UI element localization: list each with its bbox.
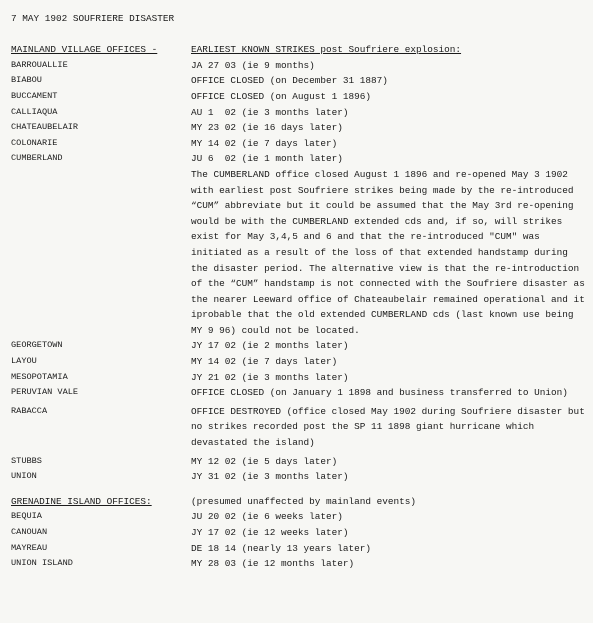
office-row	[11, 404, 589, 451]
office-strike: AU 1 02 (ie 3 months later)	[191, 106, 349, 118]
office-name: CUMBERLAND	[11, 153, 63, 164]
office-name: BIABOU	[11, 75, 42, 86]
office-name: CANOUAN	[11, 527, 48, 537]
office-strike: MY 12 02 (ie 5 days later)	[191, 455, 338, 467]
grenadine-rows	[11, 509, 589, 571]
document-page	[11, 11, 589, 572]
office-strike: DE 18 14 (nearly 13 years later)	[191, 542, 372, 554]
office-name: MAYREAU	[11, 542, 48, 553]
office-row	[11, 120, 589, 136]
office-name: LAYOU	[11, 356, 37, 367]
grenadine-heading: GRENADINE ISLAND OFFICES:	[11, 495, 152, 507]
office-name: BUCCAMENT	[11, 90, 58, 101]
mainland-rows-b	[11, 338, 589, 484]
grenadine-note: (presumed unaffected by mainland events)	[191, 495, 417, 507]
office-row	[11, 525, 589, 541]
office-strike: OFFICE CLOSED (on January 1 1898 and business transferred to Union)	[191, 387, 568, 399]
office-strike: JY 21 02 (ie 3 months later)	[191, 371, 349, 383]
office-name: COLONARIE	[11, 137, 58, 148]
office-name: RABACCA	[11, 405, 48, 416]
office-name: UNION	[11, 471, 37, 482]
mainland-subheading: EARLIEST KNOWN STRIKES post Soufriere explosion:	[191, 44, 462, 56]
office-strike: OFFICE DESTROYED (office closed May 1902 during Soufriere disaster but no strikes recorded post the SP 11 1898 giant hurricane which devastated the island)	[191, 405, 585, 449]
office-row	[11, 509, 589, 525]
office-name: BEQUIA	[11, 511, 42, 522]
office-row	[11, 136, 589, 152]
office-row	[11, 151, 589, 167]
office-row	[11, 58, 589, 74]
office-strike: JY 31 02 (ie 3 months later)	[191, 471, 349, 483]
office-row	[11, 469, 589, 485]
mainland-rows-a	[11, 58, 589, 167]
office-strike: MY 14 02 (ie 7 days later)	[191, 356, 338, 368]
office-name: CALLIAQUA	[11, 106, 58, 117]
office-row	[11, 105, 589, 121]
grenadine-section-header	[11, 494, 589, 510]
office-row	[11, 541, 589, 557]
office-name: UNION ISLAND	[11, 558, 73, 569]
office-row	[11, 354, 589, 370]
office-row	[11, 385, 589, 401]
office-strike: JA 27 03 (ie 9 months)	[191, 59, 315, 71]
office-row	[11, 454, 589, 470]
office-strike: OFFICE CLOSED (on December 31 1887)	[191, 75, 388, 87]
office-strike: JY 17 02 (ie 2 months later)	[191, 340, 349, 352]
office-strike: JY 17 02 (ie 12 weeks later)	[191, 527, 349, 538]
mainland-heading: MAINLAND VILLAGE OFFICES -	[11, 44, 158, 56]
office-row	[11, 73, 589, 89]
office-row	[11, 338, 589, 354]
office-row	[11, 370, 589, 386]
office-row	[11, 556, 589, 572]
document-title: 7 MAY 1902 SOUFRIERE DISASTER	[11, 13, 175, 24]
office-name: GEORGETOWN	[11, 340, 63, 351]
office-name: BARROUALLIE	[11, 59, 68, 70]
office-row	[11, 89, 589, 105]
office-strike: OFFICE CLOSED (on August 1 1896)	[191, 90, 372, 102]
office-strike: JU 6 02 (ie 1 month later)	[191, 153, 343, 165]
mainland-section-header	[11, 42, 589, 58]
office-strike: MY 14 02 (ie 7 days later)	[191, 137, 338, 149]
office-name: CHATEAUBELAIR	[11, 122, 79, 133]
office-name: MESOPOTAMIA	[11, 371, 68, 382]
office-strike: JU 20 02 (ie 6 weeks later)	[191, 511, 343, 523]
office-strike: MY 23 02 (ie 16 days later)	[191, 122, 343, 134]
cumberland-note: The CUMBERLAND office closed August 1 1896 and re-opened May 3 1902 with earliest post Soufriere strikes being made by the re-introduced “CUM” abbreviate but it could be assumed that the May 3rd re-opening would be with the CUMBERLAND extended cds and, if so, will strikes exist for May 3,4,5 and 6 and that the re-introduced "CUM" was initiated as a result of the loss of that extended handstamp during the disaster period. The alternative view is that the re-introduction of the “CUM” handstamp is not connected with the Soufriere disaster as the nearer Leeward office of Chateaubelair remained operational and it iprobable that the old extended CUMBERLAND cds (last known use being MY 9 96) could not be located.	[191, 168, 585, 336]
office-name: STUBBS	[11, 455, 42, 466]
office-strike: MY 28 03 (ie 12 months later)	[191, 558, 355, 570]
office-name: PERUVIAN VALE	[11, 387, 79, 398]
